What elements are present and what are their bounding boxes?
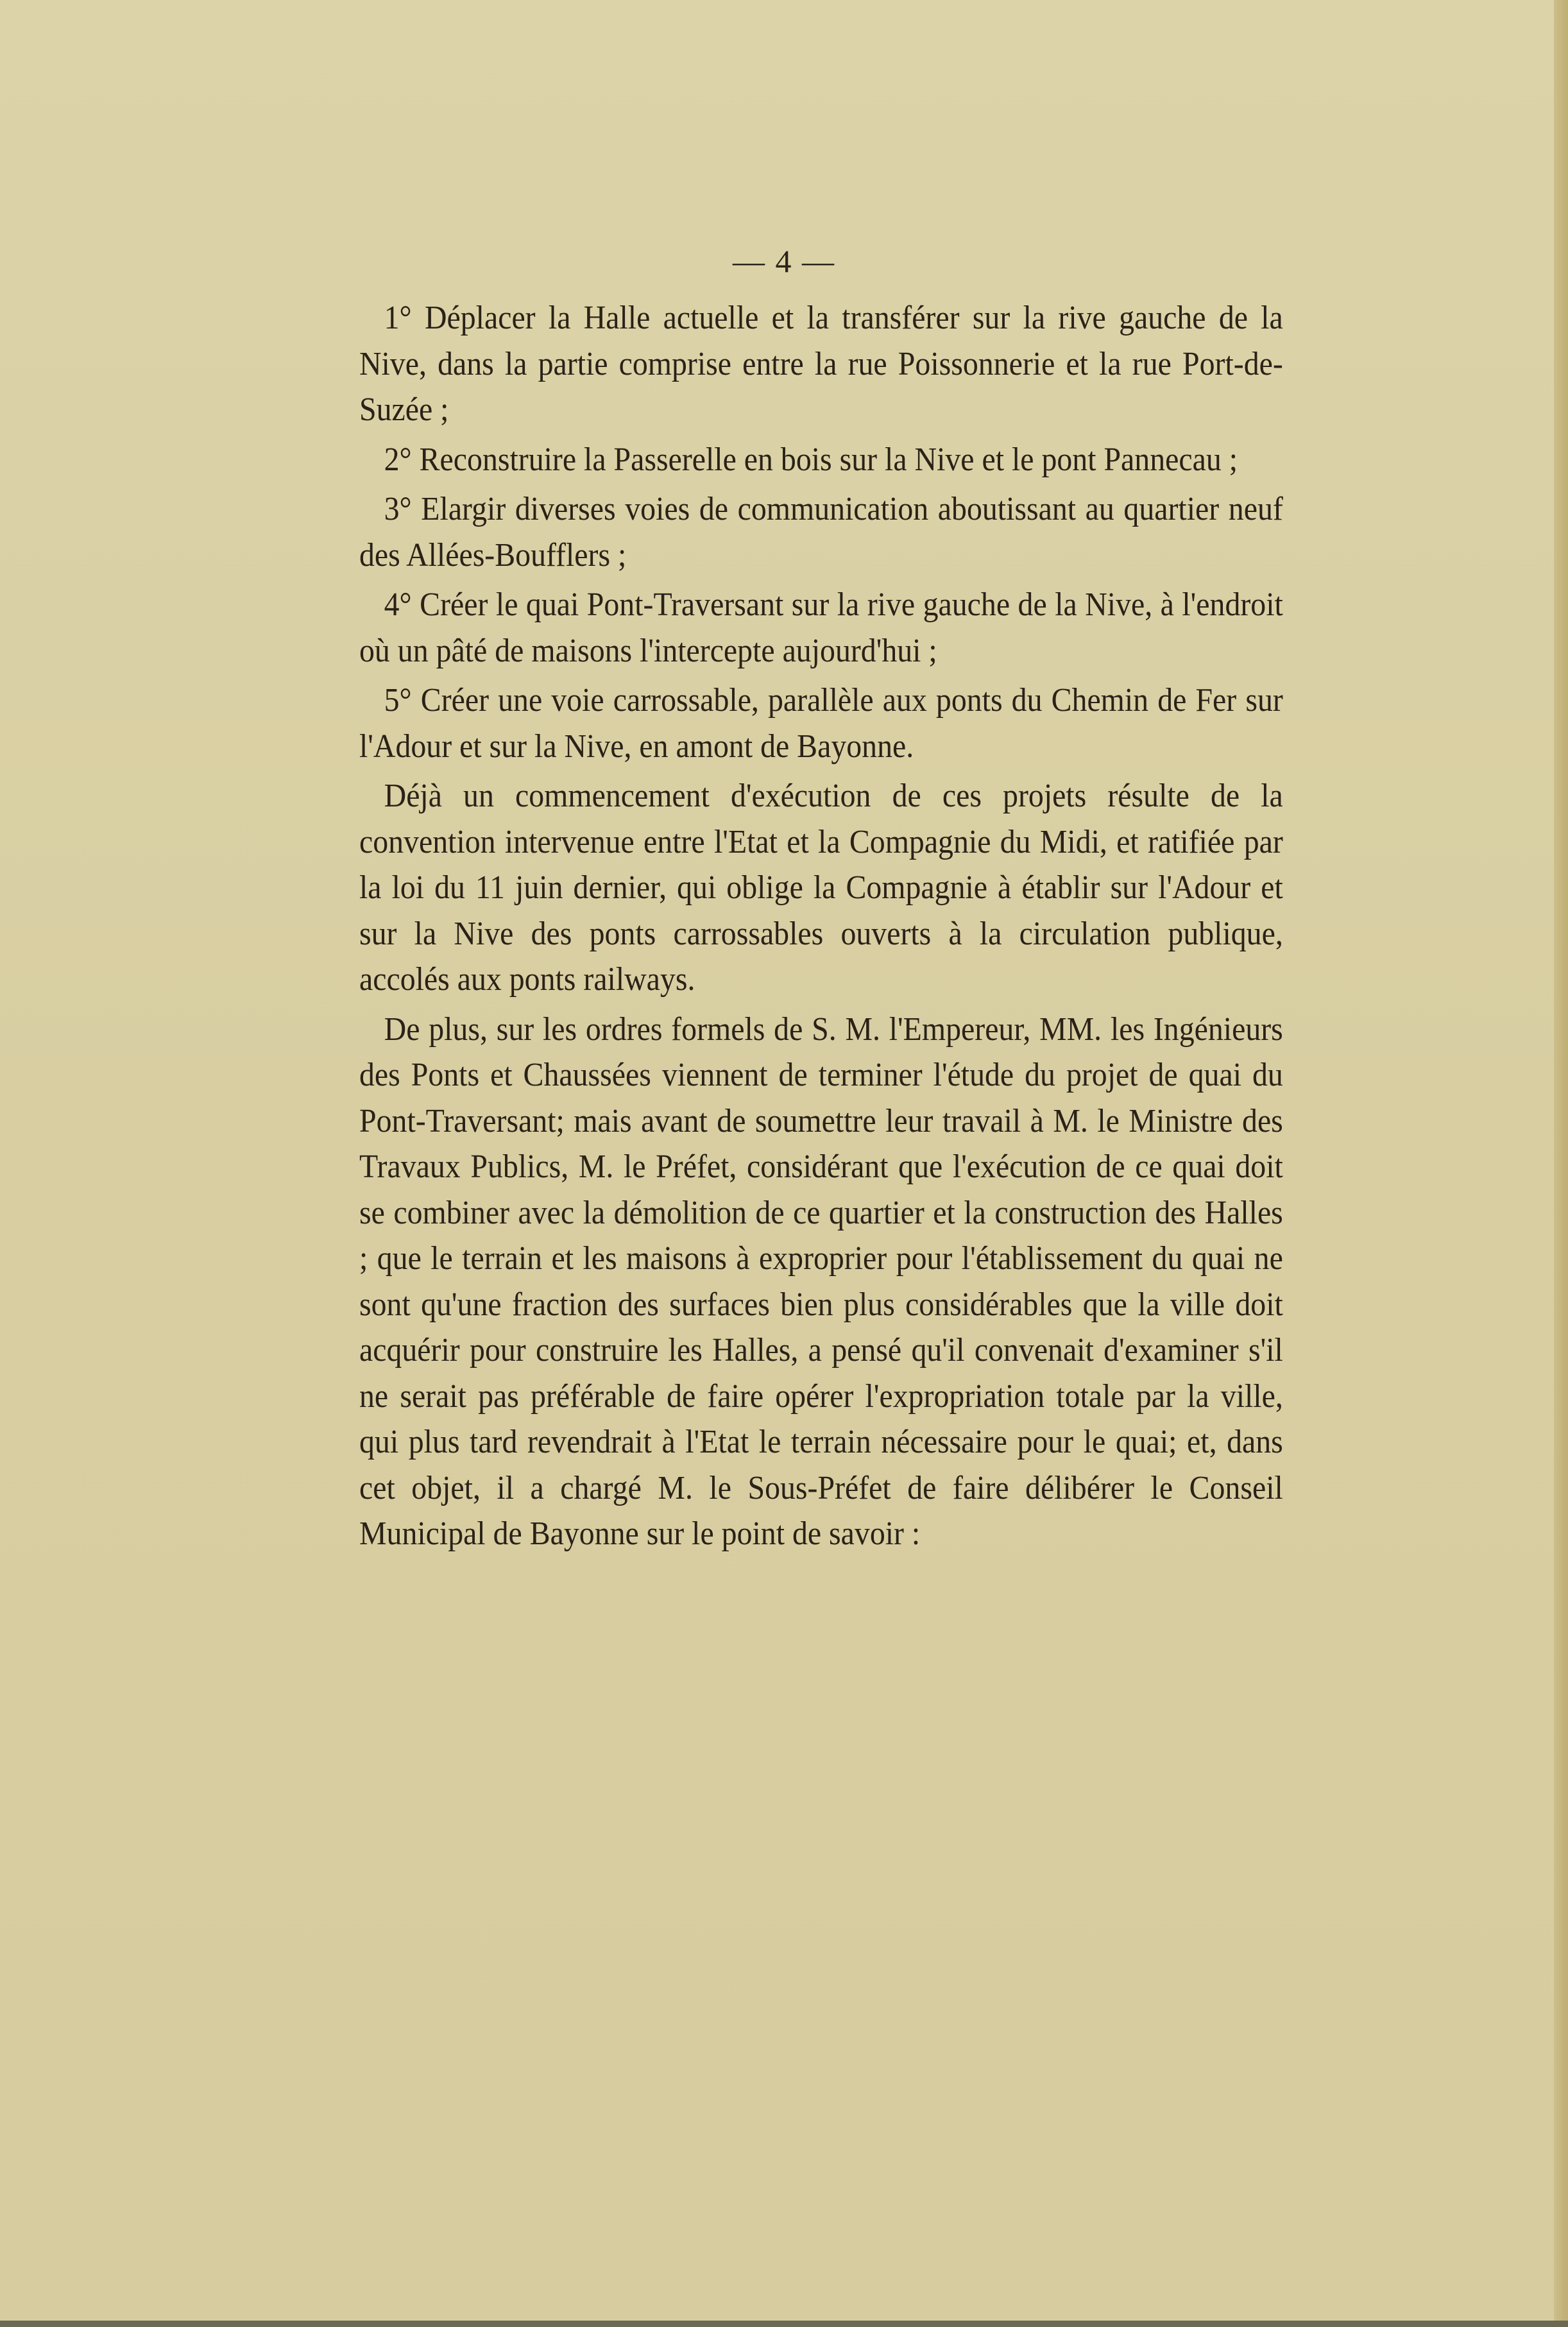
list-item-2: 2° Reconstruire la Passerelle en bois sur la Nive et le pont Pannecau ; bbox=[384, 441, 1238, 478]
page-number: — 4 — bbox=[733, 243, 835, 279]
scan-bottom-edge bbox=[0, 2321, 1568, 2327]
list-item-3: 3° Elargir diverses voies de communication aboutissant au quartier neuf des Allées-Boufflers ; bbox=[359, 491, 1283, 574]
body-text bbox=[359, 295, 1283, 1561]
paragraph-convention: Déjà un commencement d'exécution de ces projets résulte de la convention intervenue entre l'Etat et la Compagnie du Midi, et ratifiée par la loi du 11 juin dernier, qui oblige la Compagnie à établir sur l'Adour et sur la Nive des ponts carrossables ouverts à la circulation publique, accolés aux ponts railways. bbox=[359, 778, 1283, 998]
list-item-4: 4° Créer le quai Pont-Traversant sur la rive gauche de la Nive, à l'endroit où un pâté de maisons l'intercepte aujourd'hui ; bbox=[359, 586, 1283, 669]
list-item-5: 5° Créer une voie carrossable, parallèle aux ponts du Chemin de Fer sur l'Adour et sur la Nive, en amont de Bayonne. bbox=[359, 682, 1283, 765]
paragraph-prefet: De plus, sur les ordres formels de S. M. l'Empereur, MM. les Ingénieurs des Ponts et Chaussées viennent de terminer l'étude du projet de quai du Pont-Traversant; mais avant de soumettre leur travail à M. le Ministre des Travaux Publics, M. le Préfet, considérant que l'exécution de ce quai doit se combiner avec la démolition de ce quartier et la construction des Halles ; que le terrain et les maisons à exproprier pour l'établissement du quai ne sont qu'une fraction des surfaces bien plus considérables que la ville doit acquérir pour construire les Halles, a pensé qu'il convenait d'examiner s'il ne serait pas préférable de faire opérer l'expropriation totale par la ville, qui plus tard revendrait à l'Etat le terrain nécessaire pour le quai; et, dans cet objet, il a chargé M. le Sous-Préfet de faire délibérer le Conseil Municipal de Bayonne sur le point de savoir : bbox=[359, 1010, 1283, 1552]
page-edge bbox=[1554, 0, 1568, 2327]
list-item-1: 1° Déplacer la Halle actuelle et la transférer sur la rive gauche de la Nive, dans la partie comprise entre la rue Poissonnerie et la rue Port-de-Suzée ; bbox=[359, 300, 1283, 428]
